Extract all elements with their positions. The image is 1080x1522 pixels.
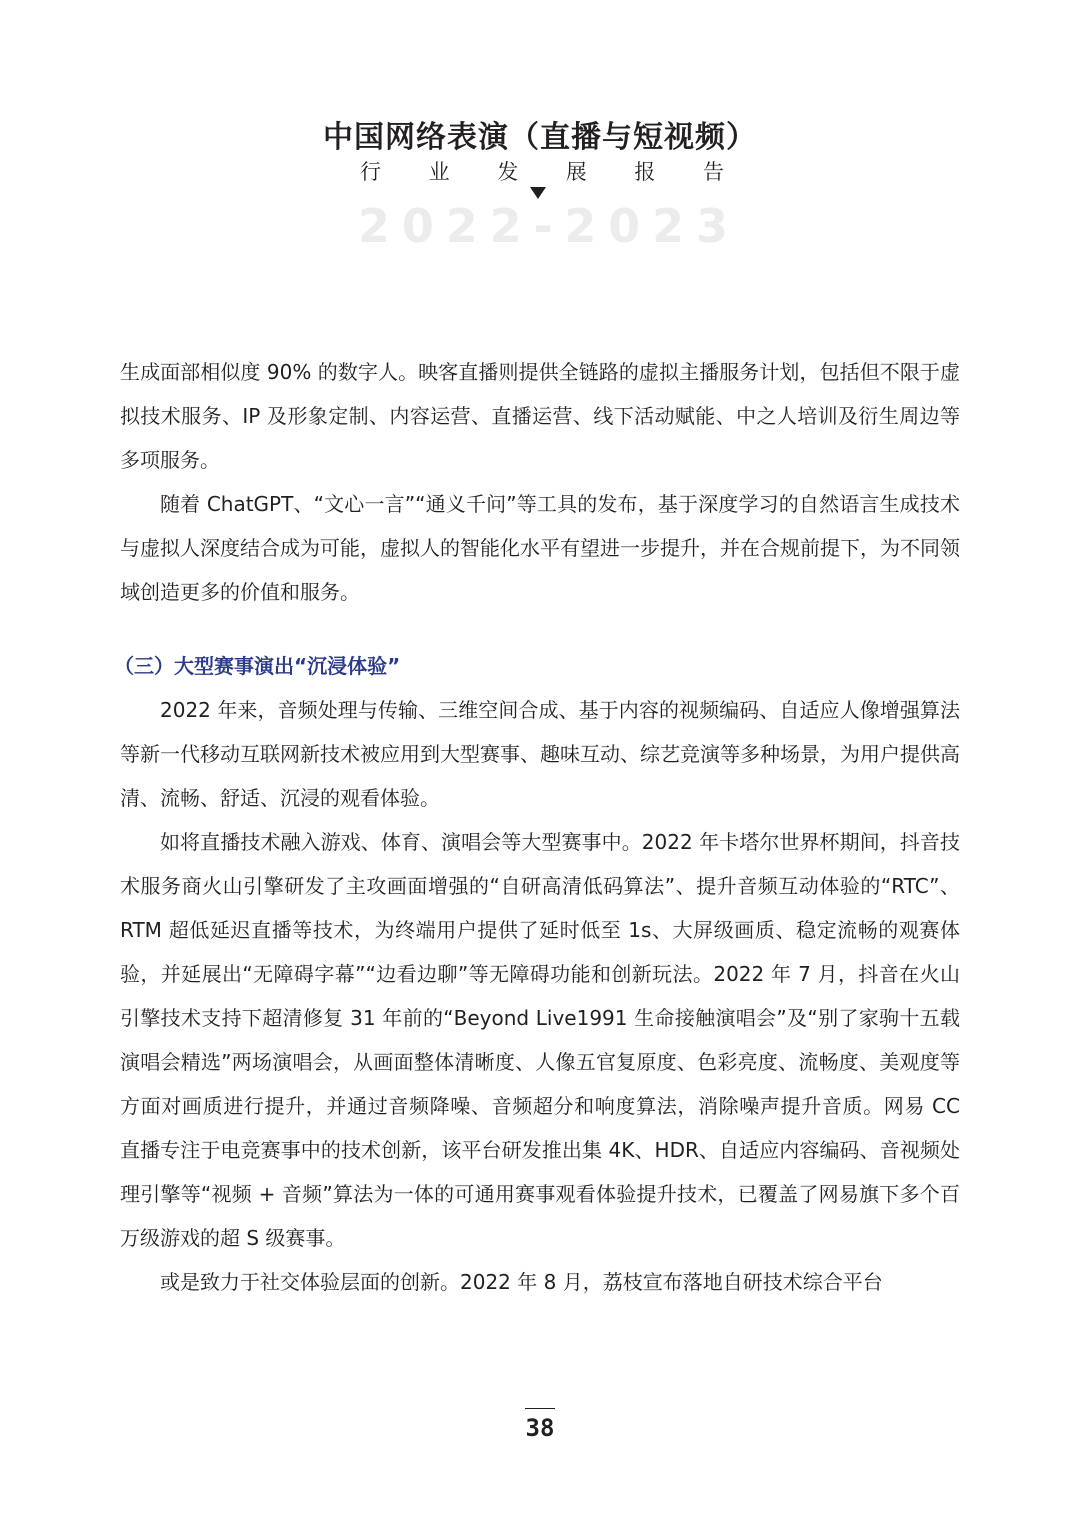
year-char: 0 <box>608 199 641 253</box>
paragraph: 如将直播技术融入游戏、体育、演唱会等大型赛事中。2022 年卡塔尔世界杯期间，抖音技术服务商火山引擎研发了主攻画面增强的“自研高清低码算法”、提升音频互动体验的“RTC”、RTM 超低延迟直播等技术，为终端用户提供了延时低至 1s、大屏级画质、稳定流畅的观赛体验，并延展出“无障碍字幕”“边看边聊”等无障碍功能和创新玩法。2022 年 7 月，抖音在火山引擎技术支持下超清修复 31 年前的“Beyond Live1991 生命接触演唱会”及“别了家驹十五载演唱会精选”两场演唱会，从画面整体清晰度、人像五官复原度、色彩亮度、流畅度、美观度等方面对画质进行提升，并通过音频降噪、音频超分和响度算法，消除噪声提升音质。网易 CC 直播专注于电竞赛事中的技术创新，该平台研发推出集 4K、HDR、自适应内容编码、音视频处理引擎等“视频 + 音频”算法为一体的可通用赛事观看体验提升技术，已覆盖了网易旗下多个百万级游戏的超 S 级赛事。 <box>120 830 960 1250</box>
paragraph: 随着 ChatGPT、“文心一言”“通义千问”等工具的发布，基于深度学习的自然语言生成技术与虚拟人深度结合成为可能，虚拟人的智能化水平有望进一步提升，并在合规前提下，为不同领域创造更多的价值和服务。 <box>120 492 960 604</box>
year-char: 2 <box>445 199 478 253</box>
subtitle-char: 发 <box>497 160 519 184</box>
report-title: 中国网络表演（直播与短视频） <box>323 120 757 155</box>
page-number: 38 <box>525 1414 555 1442</box>
year-char: - <box>533 199 553 253</box>
paragraph: 或是致力于社交体验层面的创新。2022 年 8 月，荔枝宣布落地自研技术综合平台 <box>160 1270 883 1294</box>
year-char: 2 <box>652 199 685 253</box>
report-years <box>358 198 728 254</box>
year-char: 0 <box>401 199 434 253</box>
subtitle-char: 展 <box>565 160 587 184</box>
subtitle-char: 行 <box>360 160 381 184</box>
subtitle-char: 业 <box>428 160 450 184</box>
subtitle-char: 报 <box>634 160 656 184</box>
paragraph: 生成面部相似度 90% 的数字人。映客直播则提供全链路的虚拟主播服务计划，包括但不限于虚拟技术服务、IP 及形象定制、内容运营、直播运营、线下活动赋能、中之人培训及衍生周边等多项服务。 <box>120 360 960 472</box>
paragraph: 2022 年来，音频处理与传输、三维空间合成、基于内容的视频编码、自适应人像增强算法等新一代移动互联网新技术被应用到大型赛事、趣味互动、综艺竞演等多种场景，为用户提供高清、流畅、舒适、沉浸的观看体验。 <box>120 698 960 810</box>
section-heading: （三）大型赛事演出“沉浸体验” <box>114 654 401 678</box>
year-char: 3 <box>695 199 728 253</box>
year-char: 2 <box>564 199 597 253</box>
year-char: 2 <box>358 199 391 253</box>
year-char: 2 <box>489 199 522 253</box>
article-body <box>114 350 960 1304</box>
page-number-divider <box>525 1408 555 1409</box>
subtitle-char: 告 <box>702 160 724 184</box>
report-subtitle <box>360 158 724 186</box>
